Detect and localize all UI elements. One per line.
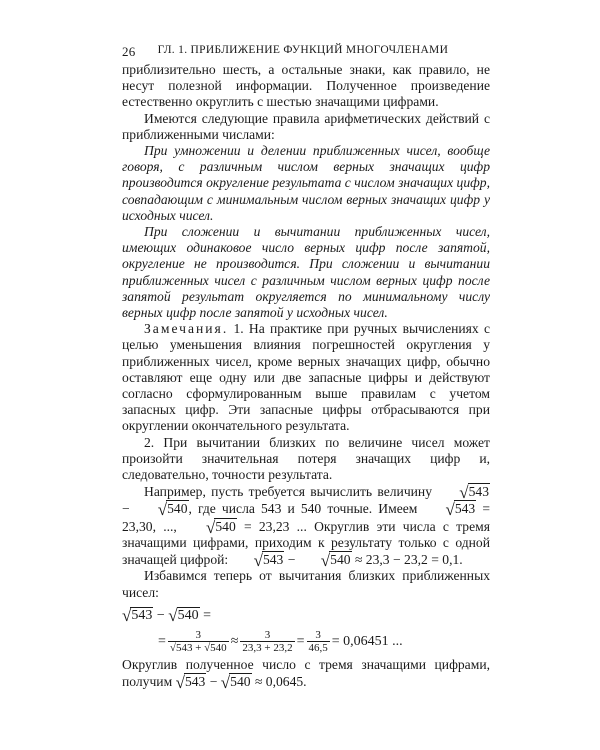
example-e: ≈ 23,3 − 23,2 = 0,1. xyxy=(354,552,463,568)
remark-2: 2. При вычитании близких по величине чисел может произойти значительная потеря значащих цифр и, следовательно, точности результата. xyxy=(122,434,490,483)
rule-multiplication: При умножении и делении приближенных чисел, вообще говоря, с различным числом верных значащих цифр производится округление результата с числом значащих цифр, совпадающим с минимальным числом верных значащих цифр у исходных чисел. xyxy=(122,143,490,223)
sqrt-540: √540 xyxy=(220,672,251,692)
remark-1 xyxy=(122,321,490,434)
running-header xyxy=(122,44,490,62)
page-number: 26 xyxy=(122,44,136,59)
remark-1-text: 1. На практике при ручных вычислениях с целью уменьшения влияния погрешностей округления у приближенных чисел, кроме верных значащих цифр, обычно оставляют еще одну или две запасные цифры и действуют согласно сформулированным выше правилам с учетом запасных цифр. Эти запасные цифры отбрасываются при округлении окончательного результата. xyxy=(122,321,490,434)
sqrt-543: √543 xyxy=(122,605,153,625)
equation-line-2: = $\frac{3}{√543 + √540}$ ≈ $\frac{3}{23,3 + 23,2}$ = $\frac{3}{46,5}$ = 0,06451 ... xyxy=(158,628,403,654)
sqrt-543: √543 xyxy=(253,551,284,571)
sqrt-540: √540 xyxy=(157,500,188,520)
sqrt-540: √540 xyxy=(168,605,199,625)
rule-addition: При сложении и вычитании приближенных чисел, имеющих одинаковое число верных цифр после запятой, округление не производится. При сложении и вычитании приближенных чисел с различным числом верных цифр после запятой результат округляется по минимальному числу верных цифр после запятой у исходных чисел. xyxy=(122,224,490,321)
example-paragraph: Например, пусть требуется вычислить величину √543 − √540, где числа 543 и 540 точные. Имеем √543 = 23,30, ..., √540 = 23,23 ... Округлив эти числа с тремя значащими цифрами, приходим к результату только с одной значащей цифрой: √543 − √540 ≈ 23,3 − 23,2 = 0,1. xyxy=(122,483,490,571)
final-a: Округлив полученное число с тремя значащими цифрами, получим xyxy=(122,656,490,689)
sqrt-543: √543 xyxy=(459,483,490,503)
equation-line-1: √543 − √540 = xyxy=(122,603,490,627)
example-d: = 23,23 ... Округлив эти числа с тремя значащими цифрами, приходим к результату только с одной значащей цифрой: xyxy=(122,518,490,568)
example-c: = 23,30, ..., xyxy=(122,501,490,534)
fraction-3: $\frac{3}{46,5}$ xyxy=(308,628,328,654)
paragraph-1: приблизительно шесть, а остальные знаки, как правило, не несут полезной информации. Полученное произведение естественно округлить с шестью значащими цифрами. xyxy=(122,62,490,110)
fraction-2: $\frac{3}{23,3 + 23,2}$ xyxy=(242,628,293,654)
sqrt-540: √540 xyxy=(320,551,351,571)
paragraph-2: Имеются следующие правила арифметических действий с приближенными числами: xyxy=(122,110,490,142)
example-b: , где числа 543 и 540 точные. Имеем xyxy=(188,501,418,517)
equation-result: = 0,06451 ... xyxy=(331,633,403,649)
final-paragraph: Округлив полученное число с тремя значащими цифрами, получим √543 − √540 ≈ 0,0645. xyxy=(122,656,490,692)
sqrt-543: √543 xyxy=(175,672,206,692)
sqrt-543: √543 xyxy=(445,500,476,520)
sqrt-540: √540 xyxy=(206,517,236,537)
fraction-1: $\frac{3}{√543 + √540}$ xyxy=(169,628,227,654)
final-b: ≈ 0,0645. xyxy=(254,673,307,689)
remark-label: Замечания. xyxy=(144,321,229,337)
running-title: ГЛ. 1. ПРИБЛИЖЕНИЕ ФУНКЦИЙ МНОГОЧЛЕНАМИ xyxy=(157,44,449,56)
book-page xyxy=(122,44,490,690)
paragraph-rationalize: Избавимся теперь от вычитания близких приближенных чисел: xyxy=(122,568,490,600)
example-a: Например, пусть требуется вычислить величину xyxy=(144,484,433,500)
